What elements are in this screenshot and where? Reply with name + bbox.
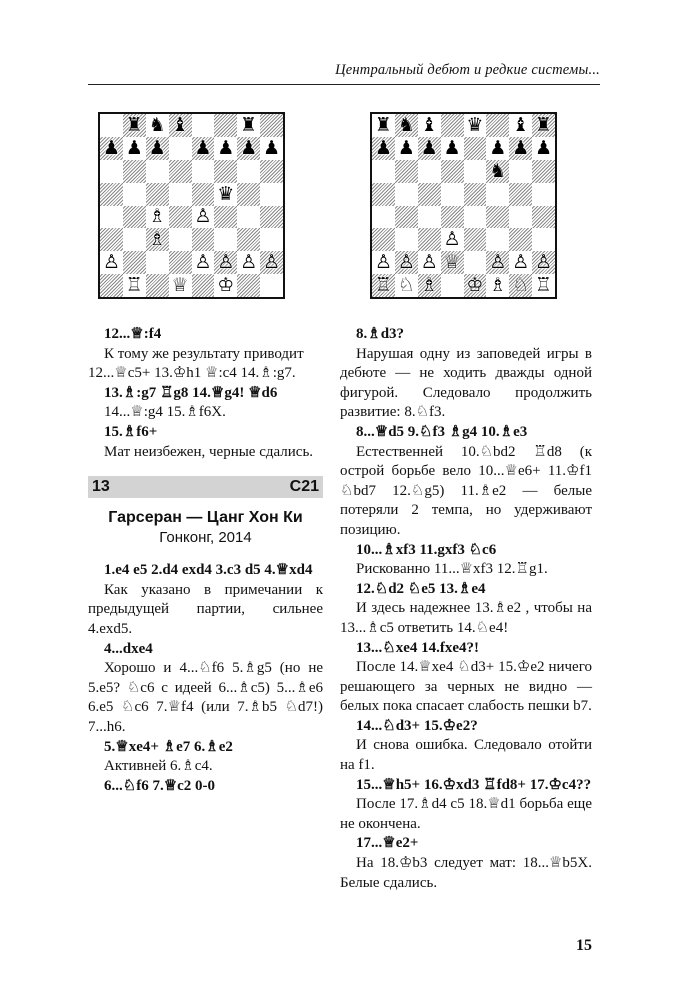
chess-piece-icon: ♝	[420, 113, 438, 136]
move-line: 1.e4 e5 2.d4 exd4 3.c3 d5 4.♕xd4	[104, 562, 313, 579]
board-square	[192, 206, 215, 229]
board-square	[169, 160, 192, 183]
board-square	[372, 228, 395, 251]
board-square	[509, 114, 532, 137]
eco-code: C21	[289, 478, 319, 496]
move-line: 17...♕e2+	[356, 835, 419, 852]
game-text	[88, 561, 323, 796]
commentary: 14...♕:g4 15.♗f6X.	[104, 404, 226, 421]
board-square	[260, 206, 283, 229]
chess-piece-icon: ♖	[535, 274, 553, 297]
board-square	[214, 206, 237, 229]
right-column	[340, 325, 592, 893]
commentary: Мат неизбежен, черные сдались.	[104, 443, 314, 460]
board-square	[146, 251, 169, 274]
board-square	[100, 228, 123, 251]
board-square	[214, 137, 237, 160]
board-square	[169, 251, 192, 274]
commentary: Рискованно 11...♕xf3 12.♖g1.	[356, 561, 548, 578]
board-square	[100, 114, 123, 137]
chess-piece-icon: ♝	[512, 113, 530, 136]
move-line: 12...♕:f4	[104, 326, 162, 342]
board-square	[395, 251, 418, 274]
move-line: 4...dxe4	[104, 640, 153, 657]
board-square	[214, 160, 237, 183]
board-square	[372, 206, 395, 229]
move-line: 13.♗:g7 ♖g8 14.♕g4! ♕d6	[104, 384, 278, 401]
chess-piece-icon: ♟	[374, 136, 392, 159]
chess-piece-icon: ♙	[217, 251, 235, 274]
board-square	[441, 251, 464, 274]
board-square	[123, 114, 146, 137]
commentary: И здесь надежнее 13.♗e2 , чтобы на 13...♗c5 ответить 14.♘e4!	[340, 600, 592, 636]
board-square	[532, 137, 555, 160]
commentary: К тому же результату приводит	[104, 345, 304, 362]
chess-piece-icon: ♜	[374, 113, 392, 136]
board-square	[418, 114, 441, 137]
board-square	[260, 228, 283, 251]
board-square	[260, 274, 283, 297]
board-square	[532, 274, 555, 297]
board-square	[441, 206, 464, 229]
board-square	[100, 206, 123, 229]
chess-piece-icon: ♟	[102, 136, 120, 159]
board-square	[123, 206, 146, 229]
move-line: 5.♕xe4+ ♗e7 6.♗e2	[104, 738, 233, 755]
chess-piece-icon: ♙	[397, 251, 415, 274]
board-square	[372, 183, 395, 206]
commentary: Нарушая одну из заповедей игры в дебюте — не ходить дважды одной фигурой. Следовало продолжить развитие: 8.♘f3.	[340, 345, 592, 421]
board-square	[146, 228, 169, 251]
left-column	[88, 325, 323, 796]
board-square	[395, 183, 418, 206]
board-square	[123, 274, 146, 297]
chess-piece-icon: ♘	[512, 274, 530, 297]
board-square	[192, 274, 215, 297]
board-square	[395, 206, 418, 229]
board-square	[464, 137, 487, 160]
commentary: Активней 6.♗c4.	[104, 758, 213, 775]
board-square	[532, 160, 555, 183]
board-square	[486, 206, 509, 229]
commentary: На 18.♔b3 следует мат: 18...♕b5X. Белые сдались.	[340, 855, 592, 891]
chess-piece-icon: ♟	[125, 136, 143, 159]
board-square	[169, 137, 192, 160]
board-square	[486, 137, 509, 160]
chess-piece-icon: ♔	[466, 274, 484, 297]
move-line: 10...♗xf3 11.gxf3 ♘c6	[356, 541, 497, 558]
board-square	[486, 114, 509, 137]
board-square	[237, 183, 260, 206]
chess-piece-icon: ♞	[397, 113, 415, 136]
commentary: После 14.♕xe4 ♘d3+ 15.♔e2 ничего решающего за черных не видно — белых пока спасает слабость пешки b7.	[340, 659, 592, 715]
board-square	[169, 274, 192, 297]
game-number: 13	[92, 478, 110, 496]
board-square	[464, 183, 487, 206]
board-square	[372, 160, 395, 183]
chess-piece-icon: ♞	[489, 159, 507, 182]
move-line: 13...♘xe4 14.fxe4?!	[356, 639, 480, 656]
chess-piece-icon: ♙	[263, 251, 281, 274]
chess-piece-icon: ♗	[489, 274, 507, 297]
move-line: 6...♘f6 7.♕c2 0-0	[104, 777, 216, 794]
board-square	[395, 114, 418, 137]
chess-piece-icon: ♙	[443, 228, 461, 251]
chess-piece-icon: ♙	[489, 251, 507, 274]
chess-piece-icon: ♖	[374, 274, 392, 297]
board-square	[146, 160, 169, 183]
chess-piece-icon: ♞	[148, 113, 166, 136]
board-square	[146, 274, 169, 297]
board-square	[532, 114, 555, 137]
chess-piece-icon: ♜	[125, 113, 143, 136]
board-square	[509, 251, 532, 274]
board-square	[509, 183, 532, 206]
board-square	[418, 206, 441, 229]
commentary: Естественней 10.♘bd2 ♖d8 (к острой борьбе вело 10...♕e6+ 11.♔f1 ♘bd7 12.♘g5) 11.♗e2 — белые потеряли 2 темпа, но удерживают позицию.	[340, 443, 592, 538]
board-square	[237, 160, 260, 183]
board-square	[486, 228, 509, 251]
board-square	[464, 114, 487, 137]
board-square	[123, 137, 146, 160]
chess-piece-icon: ♙	[194, 205, 212, 228]
board-square	[441, 183, 464, 206]
board-square	[192, 160, 215, 183]
board-square	[441, 114, 464, 137]
board-square	[146, 183, 169, 206]
chess-piece-icon: ♔	[217, 274, 235, 297]
header-rule	[88, 84, 600, 85]
board-square	[418, 183, 441, 206]
board-square	[146, 206, 169, 229]
board-square	[532, 183, 555, 206]
commentary: 12...♕c5+ 13.♔h1 ♕:c4 14.♗:g7.	[88, 365, 296, 382]
board-square	[464, 206, 487, 229]
board-square	[395, 137, 418, 160]
board-square	[237, 228, 260, 251]
board-square	[192, 137, 215, 160]
board-square	[169, 206, 192, 229]
board-square	[260, 160, 283, 183]
board-square	[532, 206, 555, 229]
board-square	[192, 228, 215, 251]
board-square	[418, 251, 441, 274]
board-square	[123, 183, 146, 206]
move-line: 15.♗f6+	[104, 423, 158, 440]
commentary: После 17.♗d4 c5 18.♕d1 борьба еще не окончена.	[340, 796, 592, 832]
board-square	[260, 183, 283, 206]
chess-piece-icon: ♘	[397, 274, 415, 297]
chess-piece-icon: ♜	[535, 113, 553, 136]
board-square	[260, 114, 283, 137]
board-square	[100, 160, 123, 183]
board-square	[418, 137, 441, 160]
chess-piece-icon: ♜	[240, 113, 258, 136]
right-column-text	[340, 325, 592, 893]
board-square	[214, 228, 237, 251]
move-line: 8.♗d3?	[356, 326, 405, 342]
board-square	[237, 137, 260, 160]
chess-piece-icon: ♙	[535, 251, 553, 274]
chess-piece-icon: ♙	[194, 251, 212, 274]
chess-piece-icon: ♟	[194, 136, 212, 159]
board-square	[237, 274, 260, 297]
board-square	[464, 251, 487, 274]
board-square	[395, 160, 418, 183]
chess-piece-icon: ♟	[443, 136, 461, 159]
board-square	[464, 160, 487, 183]
chess-piece-icon: ♟	[263, 136, 281, 159]
board-square	[260, 137, 283, 160]
move-line: 12.♘d2 ♘e5 13.♗e4	[356, 580, 486, 597]
chess-piece-icon: ♙	[420, 251, 438, 274]
chess-piece-icon: ♟	[420, 136, 438, 159]
board-square	[372, 251, 395, 274]
board-square	[146, 114, 169, 137]
running-head: Центральный дебют и редкие системы...	[335, 62, 600, 78]
board-square	[123, 160, 146, 183]
chess-piece-icon: ♟	[148, 136, 166, 159]
board-square	[486, 274, 509, 297]
board-square	[169, 228, 192, 251]
chess-piece-icon: ♙	[102, 251, 120, 274]
board-square	[192, 251, 215, 274]
board-square	[237, 114, 260, 137]
board-square	[509, 160, 532, 183]
chess-piece-icon: ♙	[512, 251, 530, 274]
game-header-bar	[88, 476, 323, 498]
chess-piece-icon: ♗	[420, 274, 438, 297]
move-line: 15...♕h5+ 16.♔xd3 ♖fd8+ 17.♔c4??	[356, 776, 592, 793]
board-square	[441, 274, 464, 297]
board-square	[169, 183, 192, 206]
chess-piece-icon: ♟	[512, 136, 530, 159]
board-square	[372, 137, 395, 160]
board-square	[532, 228, 555, 251]
board-square	[100, 274, 123, 297]
board-square	[464, 274, 487, 297]
chess-piece-icon: ♕	[171, 274, 189, 297]
board-square	[441, 228, 464, 251]
chess-piece-icon: ♟	[489, 136, 507, 159]
board-square	[486, 160, 509, 183]
page-number: 15	[576, 937, 592, 954]
chess-piece-icon: ♖	[125, 274, 143, 297]
left-column-text	[88, 325, 323, 462]
board-square	[395, 228, 418, 251]
commentary: И снова ошибка. Следовало отойти на f1.	[340, 737, 592, 774]
board-square	[441, 160, 464, 183]
board-square	[509, 228, 532, 251]
board-square	[486, 251, 509, 274]
board-square	[237, 206, 260, 229]
board-square	[169, 114, 192, 137]
board-square	[237, 251, 260, 274]
chess-piece-icon: ♗	[148, 205, 166, 228]
board-square	[192, 114, 215, 137]
board-square	[123, 251, 146, 274]
chess-piece-icon: ♙	[240, 251, 258, 274]
board-square	[418, 160, 441, 183]
chess-diagram-right	[370, 112, 557, 299]
board-square	[441, 137, 464, 160]
commentary: Как указано в примечании к предыдущей партии, сильнее 4.exd5.	[88, 581, 323, 637]
board-square	[100, 137, 123, 160]
chess-piece-icon: ♗	[148, 228, 166, 251]
board-square	[123, 228, 146, 251]
board-square	[372, 114, 395, 137]
board-square	[532, 251, 555, 274]
board-square	[192, 183, 215, 206]
chess-diagram-left	[98, 112, 285, 299]
board-square	[509, 137, 532, 160]
board-square	[418, 228, 441, 251]
board-square	[418, 274, 441, 297]
game-players: Гарсеран — Цанг Хон Ки	[108, 509, 303, 527]
chess-piece-icon: ♟	[217, 136, 235, 159]
chess-piece-icon: ♟	[397, 136, 415, 159]
board-square	[214, 114, 237, 137]
move-line: 8...♕d5 9.♘f3 ♗g4 10.♗e3	[356, 423, 528, 440]
board-square	[100, 183, 123, 206]
chess-piece-icon: ♛	[217, 182, 235, 205]
board-square	[100, 251, 123, 274]
board-square	[146, 137, 169, 160]
board-square	[509, 274, 532, 297]
commentary: Хорошо и 4...♘f6 5.♗g5 (но не 5.e5? ♘c6 с идеей 6...♗c5) 5...♗e6 6.e5 ♘c6 7.♕f4 (или 7.♗b5 ♘d7!) 7...h6.	[88, 660, 323, 735]
board-square	[486, 183, 509, 206]
game-event: Гонконг, 2014	[159, 529, 252, 547]
chess-piece-icon: ♟	[240, 136, 258, 159]
chess-piece-icon: ♟	[535, 136, 553, 159]
chess-piece-icon: ♝	[171, 113, 189, 136]
board-square	[214, 183, 237, 206]
chess-piece-icon: ♙	[374, 251, 392, 274]
board-square	[464, 228, 487, 251]
board-square	[260, 251, 283, 274]
chess-piece-icon: ♕	[443, 251, 461, 274]
chess-piece-icon: ♛	[466, 113, 484, 136]
board-square	[395, 274, 418, 297]
board-square	[214, 251, 237, 274]
move-line: 14...♘d3+ 15.♔e2?	[356, 717, 478, 734]
board-square	[372, 274, 395, 297]
board-square	[509, 206, 532, 229]
board-square	[214, 274, 237, 297]
